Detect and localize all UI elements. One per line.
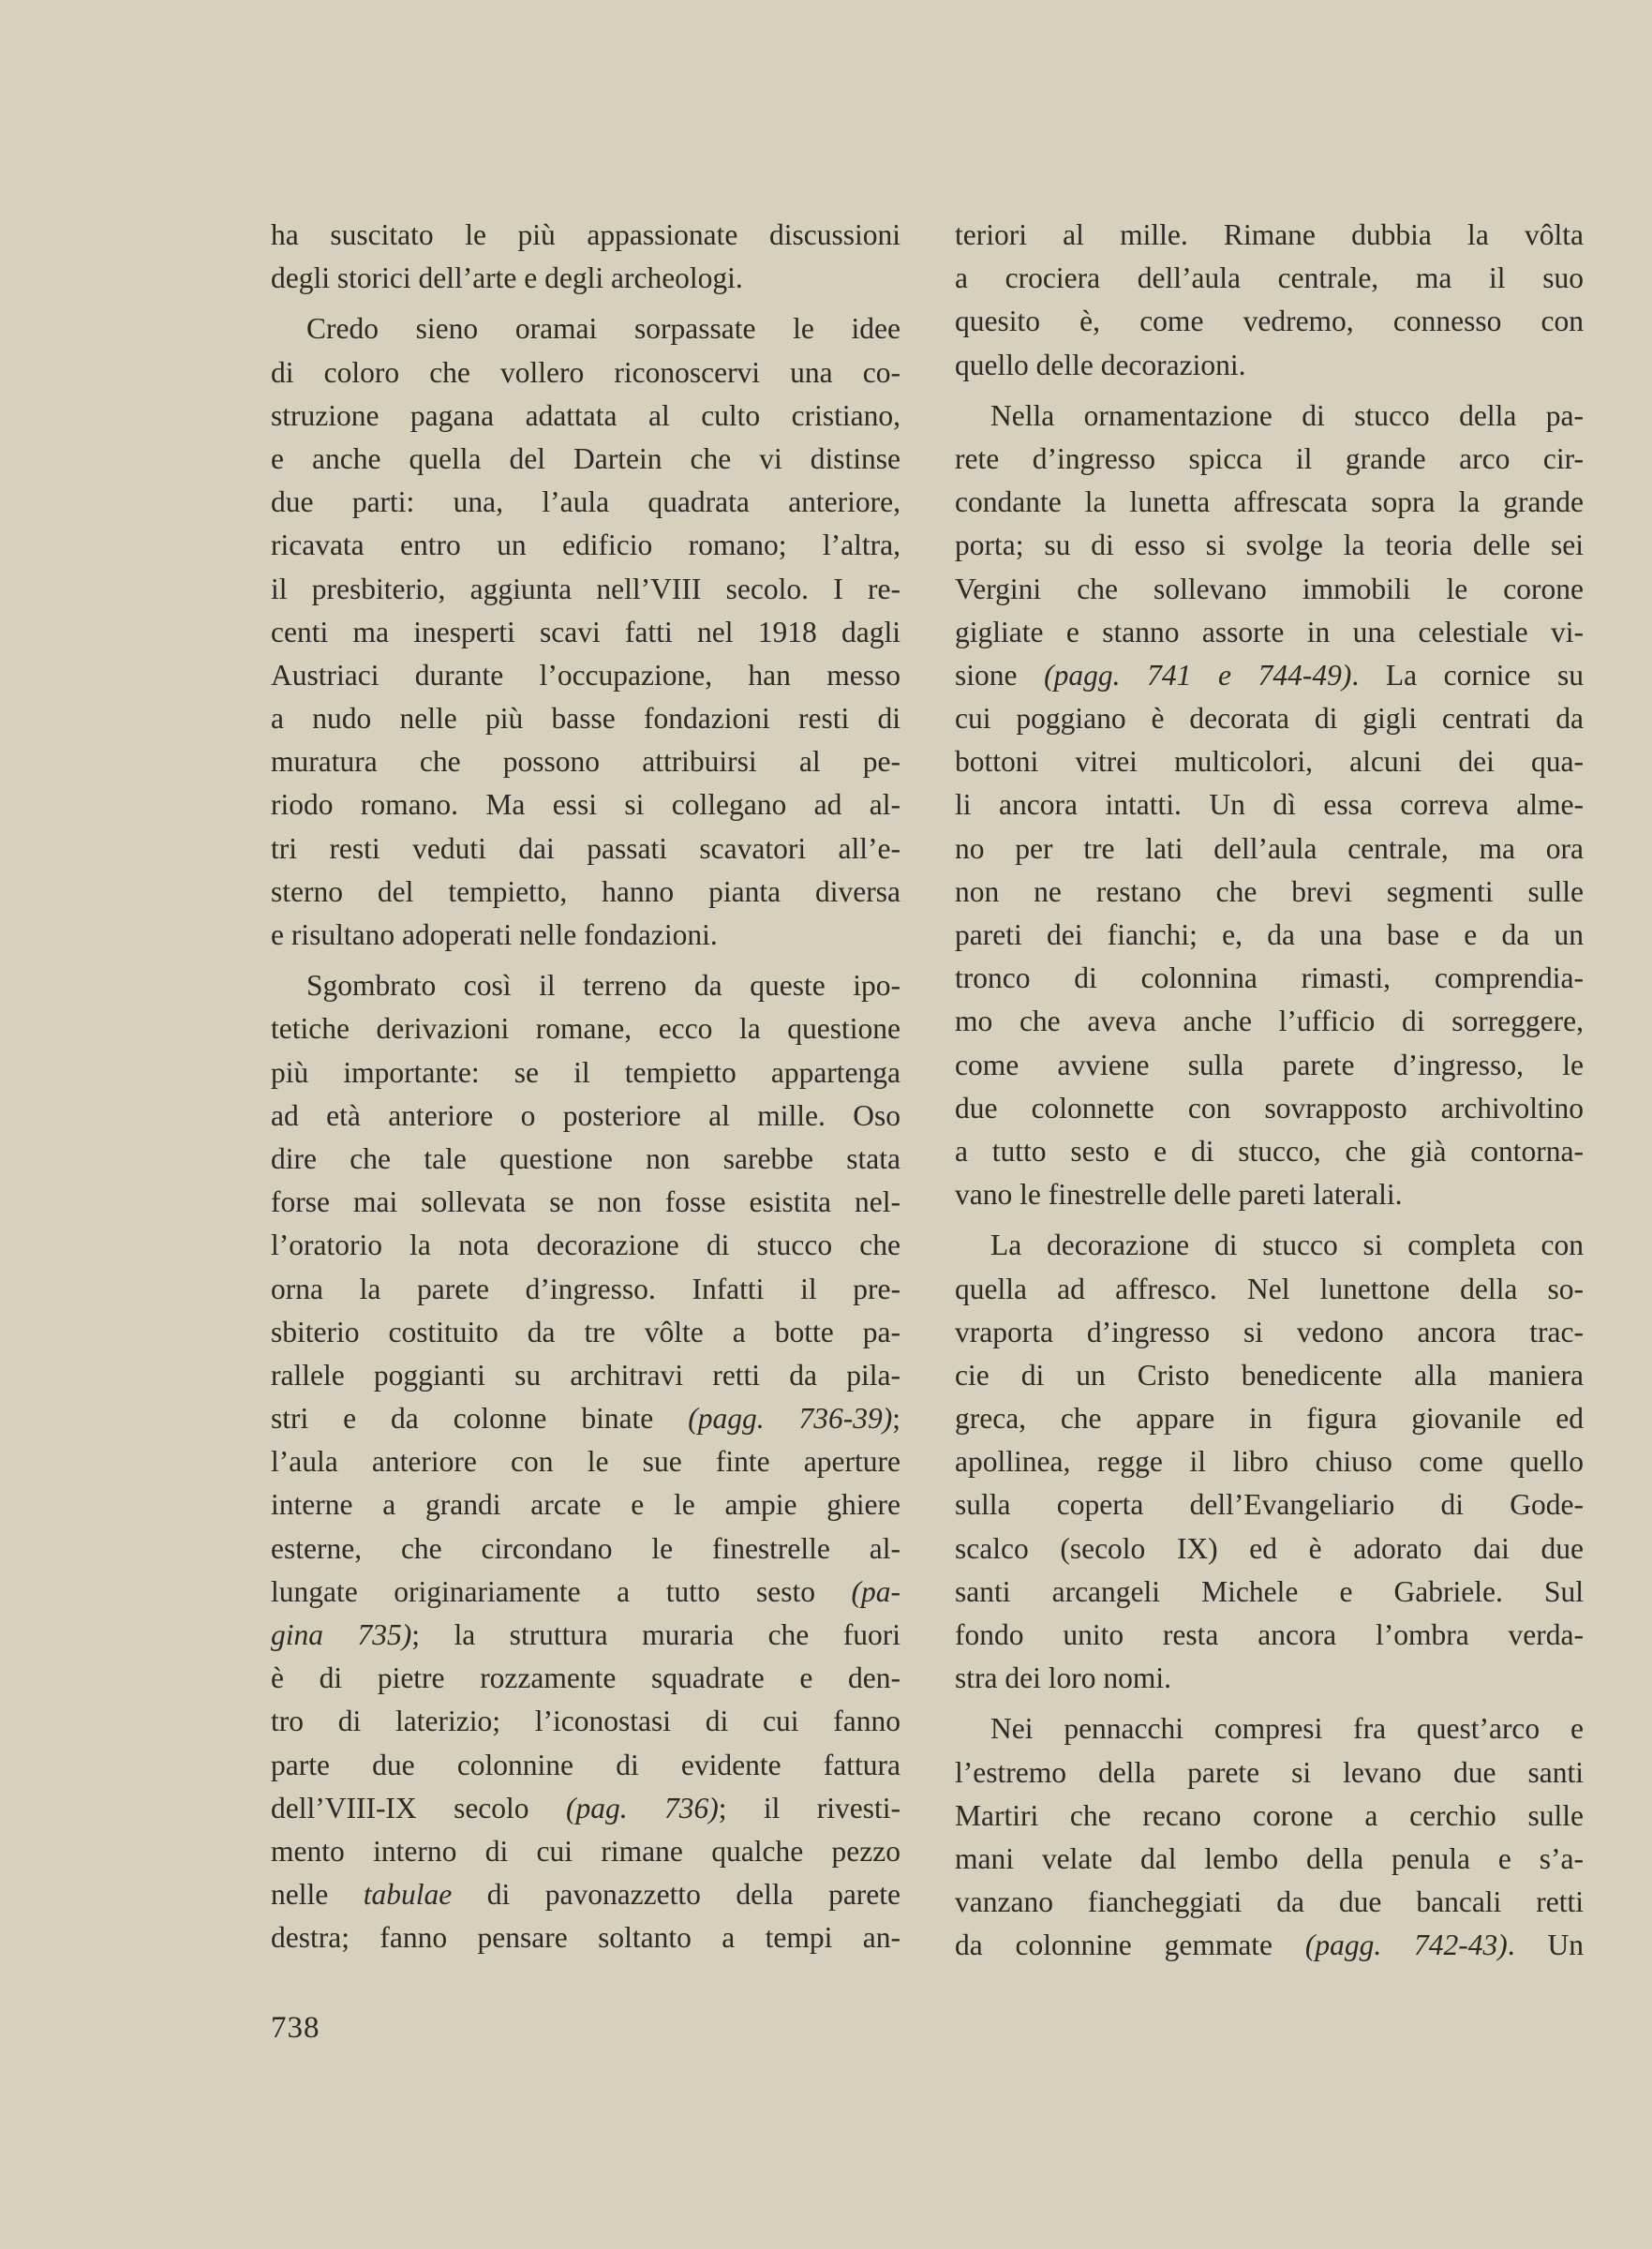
text-line: riodo romano. Ma essi si collegano ad al- (271, 788, 900, 822)
text-line: greca, che appare in figura giovanile ed (955, 1402, 1584, 1436)
text-line: mani velate dal lembo della penula e s’a- (955, 1841, 1584, 1875)
text-line: dire che tale questione non sarebbe stata (271, 1141, 900, 1175)
text-line: fondo unito resta ancora l’ombra verda- (955, 1618, 1584, 1651)
text-line: e anche quella del Dartein che vi distinse (271, 441, 900, 475)
text-line: gigliate e stanno assorte in una celestiale vi- (955, 615, 1584, 648)
text-line: degli storici dell’arte e degli archeologi. (271, 261, 743, 295)
text-line: apollinea, regge il libro chiuso come quello (955, 1445, 1584, 1479)
text-line: due parti: una, l’aula quadrata anteriore, (271, 485, 900, 519)
paragraph-gap (271, 300, 900, 307)
text-line: quello delle decorazioni. (955, 348, 1246, 381)
text-line: Sgombrato così il terreno da queste ipo- (306, 969, 900, 1003)
text-line: centi ma inesperti scavi fatti nel 1918 dagli (271, 615, 900, 648)
text-line: Martiri che recano corone a cerchio sulle (955, 1798, 1584, 1832)
text-line: orna la parete d’ingresso. Infatti il pre- (271, 1272, 900, 1305)
text-line: tro di laterizio; l’iconostasi di cui fanno (271, 1705, 900, 1738)
text-line: sterno del tempietto, hanno pianta diversa (271, 874, 900, 908)
text-line: due colonnette con sovrapposto archivoltino (955, 1091, 1584, 1124)
text-line: esterne, che circondano le finestrelle al- (271, 1531, 900, 1565)
text-line: destra; fanno pensare soltanto a tempi an- (271, 1921, 900, 1955)
text-line: vanzano fiancheggiati da due bancali retti (955, 1885, 1584, 1919)
text-line: nelle tabulae di pavonazzetto della parete (271, 1878, 901, 1912)
left-text-column (271, 214, 900, 1960)
text-line: il presbiterio, aggiunta nell’VIII secolo. I re- (271, 572, 900, 605)
text-line: dell’VIII-IX secolo (pag. 736); il rivesti- (271, 1791, 900, 1825)
text-line: li ancora intatti. Un dì essa correva alme- (955, 788, 1584, 822)
text-line: ricavata entro un edificio romano; l’altra, (271, 529, 900, 562)
text-line: stra dei loro nomi. (955, 1661, 1171, 1695)
paragraph-gap (955, 1700, 1584, 1707)
text-line: Vergini che sollevano immobili le corone (955, 572, 1584, 605)
text-line: porta; su di esso si svolge la teoria delle sei (955, 529, 1584, 562)
text-line: muratura che possono attribuirsi al pe- (271, 745, 900, 779)
text-line: pareti dei fianchi; e, da una base e da un (955, 918, 1584, 951)
paragraph-gap (955, 387, 1584, 395)
text-line: mento interno di cui rimane qualche pezzo (271, 1834, 900, 1868)
text-line: è di pietre rozzamente squadrate e den- (271, 1661, 900, 1695)
text-line: gina 735); la struttura muraria che fuori (271, 1618, 900, 1651)
text-line: come avviene sulla parete d’ingresso, le (955, 1048, 1584, 1081)
text-line: teriori al mille. Rimane dubbia la vôlta (955, 218, 1584, 251)
text-line: rete d’ingresso spicca il grande arco cir- (955, 441, 1584, 475)
text-line: vano le finestrelle delle pareti laterali. (955, 1178, 1403, 1212)
text-line: Nei pennacchi compresi fra quest’arco e (990, 1712, 1584, 1746)
text-line: cie di un Cristo benedicente alla maniera (955, 1358, 1584, 1392)
text-line: l’aula anteriore con le sue finte aperture (271, 1445, 900, 1479)
text-line: forse mai sollevata se non fosse esistita nel- (271, 1185, 900, 1219)
text-line: santi arcangeli Michele e Gabriele. Sul (955, 1574, 1584, 1608)
paragraph-gap (271, 957, 900, 964)
text-line: struzione pagana adattata al culto cristiano, (271, 398, 900, 432)
text-line: mo che aveva anche l’ufficio di sorreggere, (955, 1005, 1584, 1038)
text-line: interne a grandi arcate e le ampie ghiere (271, 1488, 900, 1522)
text-line: scalco (secolo IX) ed è adorato dai due (955, 1531, 1584, 1565)
text-line: tri resti veduti dai passati scavatori all’e- (271, 831, 900, 865)
text-line: Nella ornamentazione di stucco della pa- (990, 398, 1584, 432)
text-line: l’oratorio la nota decorazione di stucco che (271, 1229, 900, 1262)
right-text-column (955, 214, 1584, 1968)
text-line: da colonnine gemmate (pagg. 742-43). Un (955, 1929, 1584, 1962)
text-line: no per tre lati dell’aula centrale, ma ora (955, 831, 1584, 865)
paragraph-gap (955, 1216, 1584, 1224)
text-line: tetiche derivazioni romane, ecco la questione (271, 1012, 900, 1046)
text-line: non ne restano che brevi segmenti sulle (955, 874, 1584, 908)
text-line: sbiterio costituito da tre vôlte a botte pa- (271, 1315, 900, 1348)
text-line: Credo sieno oramai sorpassate le idee (306, 312, 900, 346)
text-line: sulla coperta dell’Evangeliario di Gode- (955, 1488, 1584, 1522)
text-line: Austriaci durante l’occupazione, han messo (271, 658, 900, 692)
text-line: di coloro che vollero riconoscervi una co- (271, 355, 900, 389)
text-line: quesito è, come vedremo, connesso con (955, 305, 1584, 338)
text-line: più importante: se il tempietto appartenga (271, 1055, 900, 1089)
text-line: ad età anteriore o posteriore al mille. Oso (271, 1098, 900, 1132)
text-line: sione (pagg. 741 e 744-49). La cornice su (955, 658, 1584, 692)
text-line: lungate originariamente a tutto sesto (pa- (271, 1574, 900, 1608)
text-line: a crociera dell’aula centrale, ma il suo (955, 261, 1584, 295)
text-line: stri e da colonne binate (pagg. 736-39); (271, 1402, 900, 1436)
text-line: La decorazione di stucco si completa con (990, 1229, 1584, 1262)
text-line: rallele poggianti su architravi retti da pila- (271, 1358, 900, 1392)
text-line: quella ad affresco. Nel lunettone della so- (955, 1272, 1584, 1305)
page-number: 738 (271, 2011, 320, 2045)
text-line: bottoni vitrei multicolori, alcuni dei qua- (955, 745, 1584, 779)
text-line: a tutto sesto e di stucco, che già contorna- (955, 1134, 1584, 1168)
text-line: l’estremo della parete si levano due santi (955, 1755, 1584, 1789)
text-line: parte due colonnine di evidente fattura (271, 1748, 900, 1781)
text-line: cui poggiano è decorata di gigli centrati da (955, 702, 1584, 736)
text-line: condante la lunetta affrescata sopra la grande (955, 485, 1584, 519)
text-line: ha suscitato le più appassionate discussioni (271, 218, 900, 251)
text-line: e risultano adoperati nelle fondazioni. (271, 918, 718, 951)
text-line: tronco di colonnina rimasti, comprendia- (955, 961, 1584, 995)
text-line: a nudo nelle più basse fondazioni resti di (271, 702, 900, 736)
text-line: vraporta d’ingresso si vedono ancora trac- (955, 1315, 1584, 1348)
